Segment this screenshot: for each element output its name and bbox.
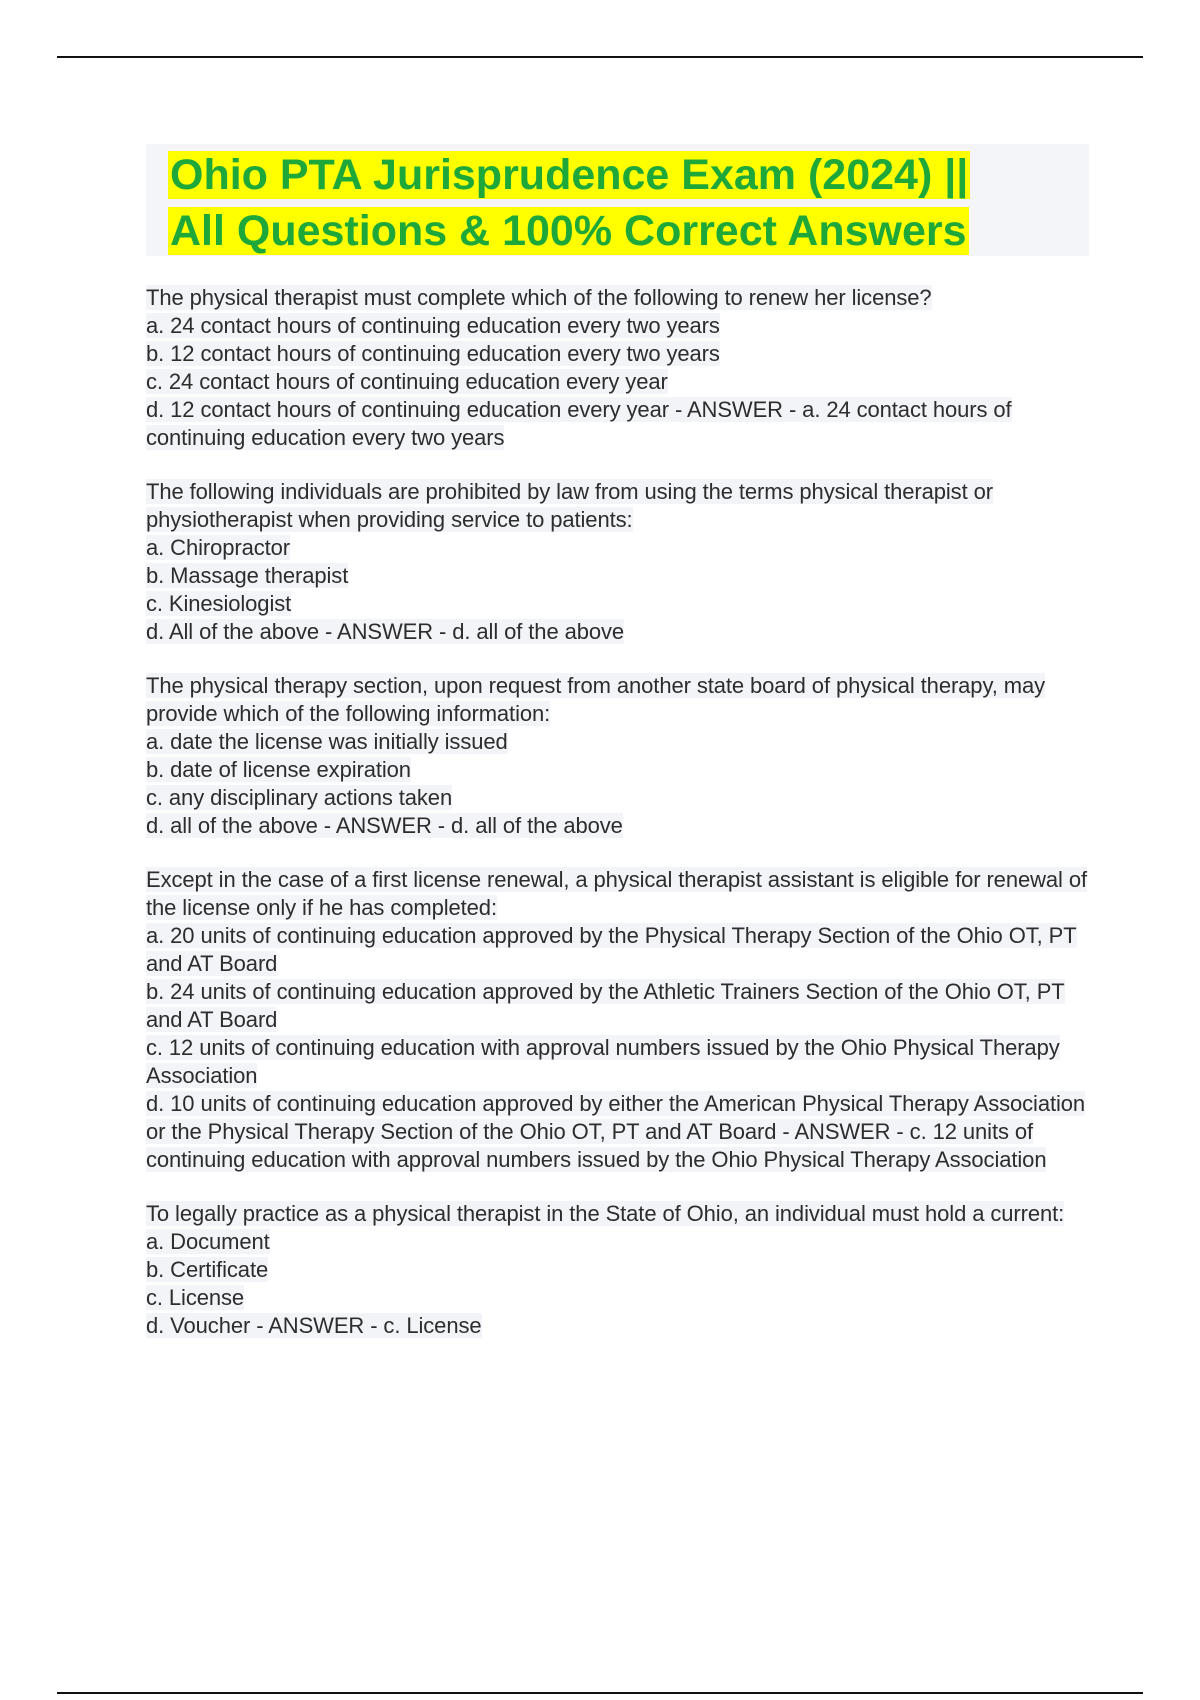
question-text: The following individuals are prohibited by law from using the terms physical therapist or physiotherapist when providing service to patients: [146,479,993,532]
document-title [168,147,1068,259]
option-a: a. 24 contact hours of continuing education every two years [146,313,720,338]
option-c: c. 12 units of continuing education with approval numbers issued by the Ohio Physical Therapy Association [146,1035,1060,1088]
question-block-2 [146,478,1096,646]
option-c: c. Kinesiologist [146,591,292,616]
question-list [146,284,1096,1366]
option-b: b. Massage therapist [146,563,349,588]
option-d-answer: d. 12 contact hours of continuing education every year - ANSWER - a. 24 contact hours of continuing education every two years [146,397,1012,450]
title-line-1: Ohio PTA Jurisprudence Exam (2024) || [170,151,969,199]
question-text: To legally practice as a physical therapist in the State of Ohio, an individual must hold a current: [146,1201,1065,1226]
question-block-5 [146,1200,1096,1340]
question-block-3 [146,672,1096,840]
option-c: c. 24 contact hours of continuing education every year [146,369,668,394]
option-c: c. any disciplinary actions taken [146,785,453,810]
top-rule [57,56,1143,58]
question-text: The physical therapy section, upon request from another state board of physical therapy, may provide which of the following information: [146,673,1045,726]
option-a: a. 20 units of continuing education approved by the Physical Therapy Section of the Ohio OT, PT and AT Board [146,923,1077,976]
question-text: Except in the case of a first license renewal, a physical therapist assistant is eligible for renewal of the license only if he has completed: [146,867,1087,920]
option-c: c. License [146,1285,245,1310]
option-a: a. Document [146,1229,270,1254]
option-a: a. Chiropractor [146,535,291,560]
question-block-1 [146,284,1096,452]
bottom-rule [57,1692,1143,1694]
question-block-4 [146,866,1096,1174]
option-b: b. 24 units of continuing education approved by the Athletic Trainers Section of the Ohio OT, PT and AT Board [146,979,1065,1032]
option-b: b. Certificate [146,1257,269,1282]
option-d-answer: d. All of the above - ANSWER - d. all of the above [146,619,625,644]
question-text: The physical therapist must complete which of the following to renew her license? [146,285,932,310]
title-line-2: All Questions & 100% Correct Answers [170,207,967,255]
option-d-answer: d. 10 units of continuing education approved by either the American Physical Therapy Association or the Physical Therapy Section of the Ohio OT, PT and AT Board - ANSWER - c. 12 units of continuing education with approval numbers issued by the Ohio Physical Therapy Association [146,1091,1086,1172]
option-d-answer: d. Voucher - ANSWER - c. License [146,1313,482,1338]
option-b: b. date of license expiration [146,757,411,782]
option-b: b. 12 contact hours of continuing education every two years [146,341,720,366]
option-a: a. date the license was initially issued [146,729,508,754]
option-d-answer: d. all of the above - ANSWER - d. all of the above [146,813,623,838]
